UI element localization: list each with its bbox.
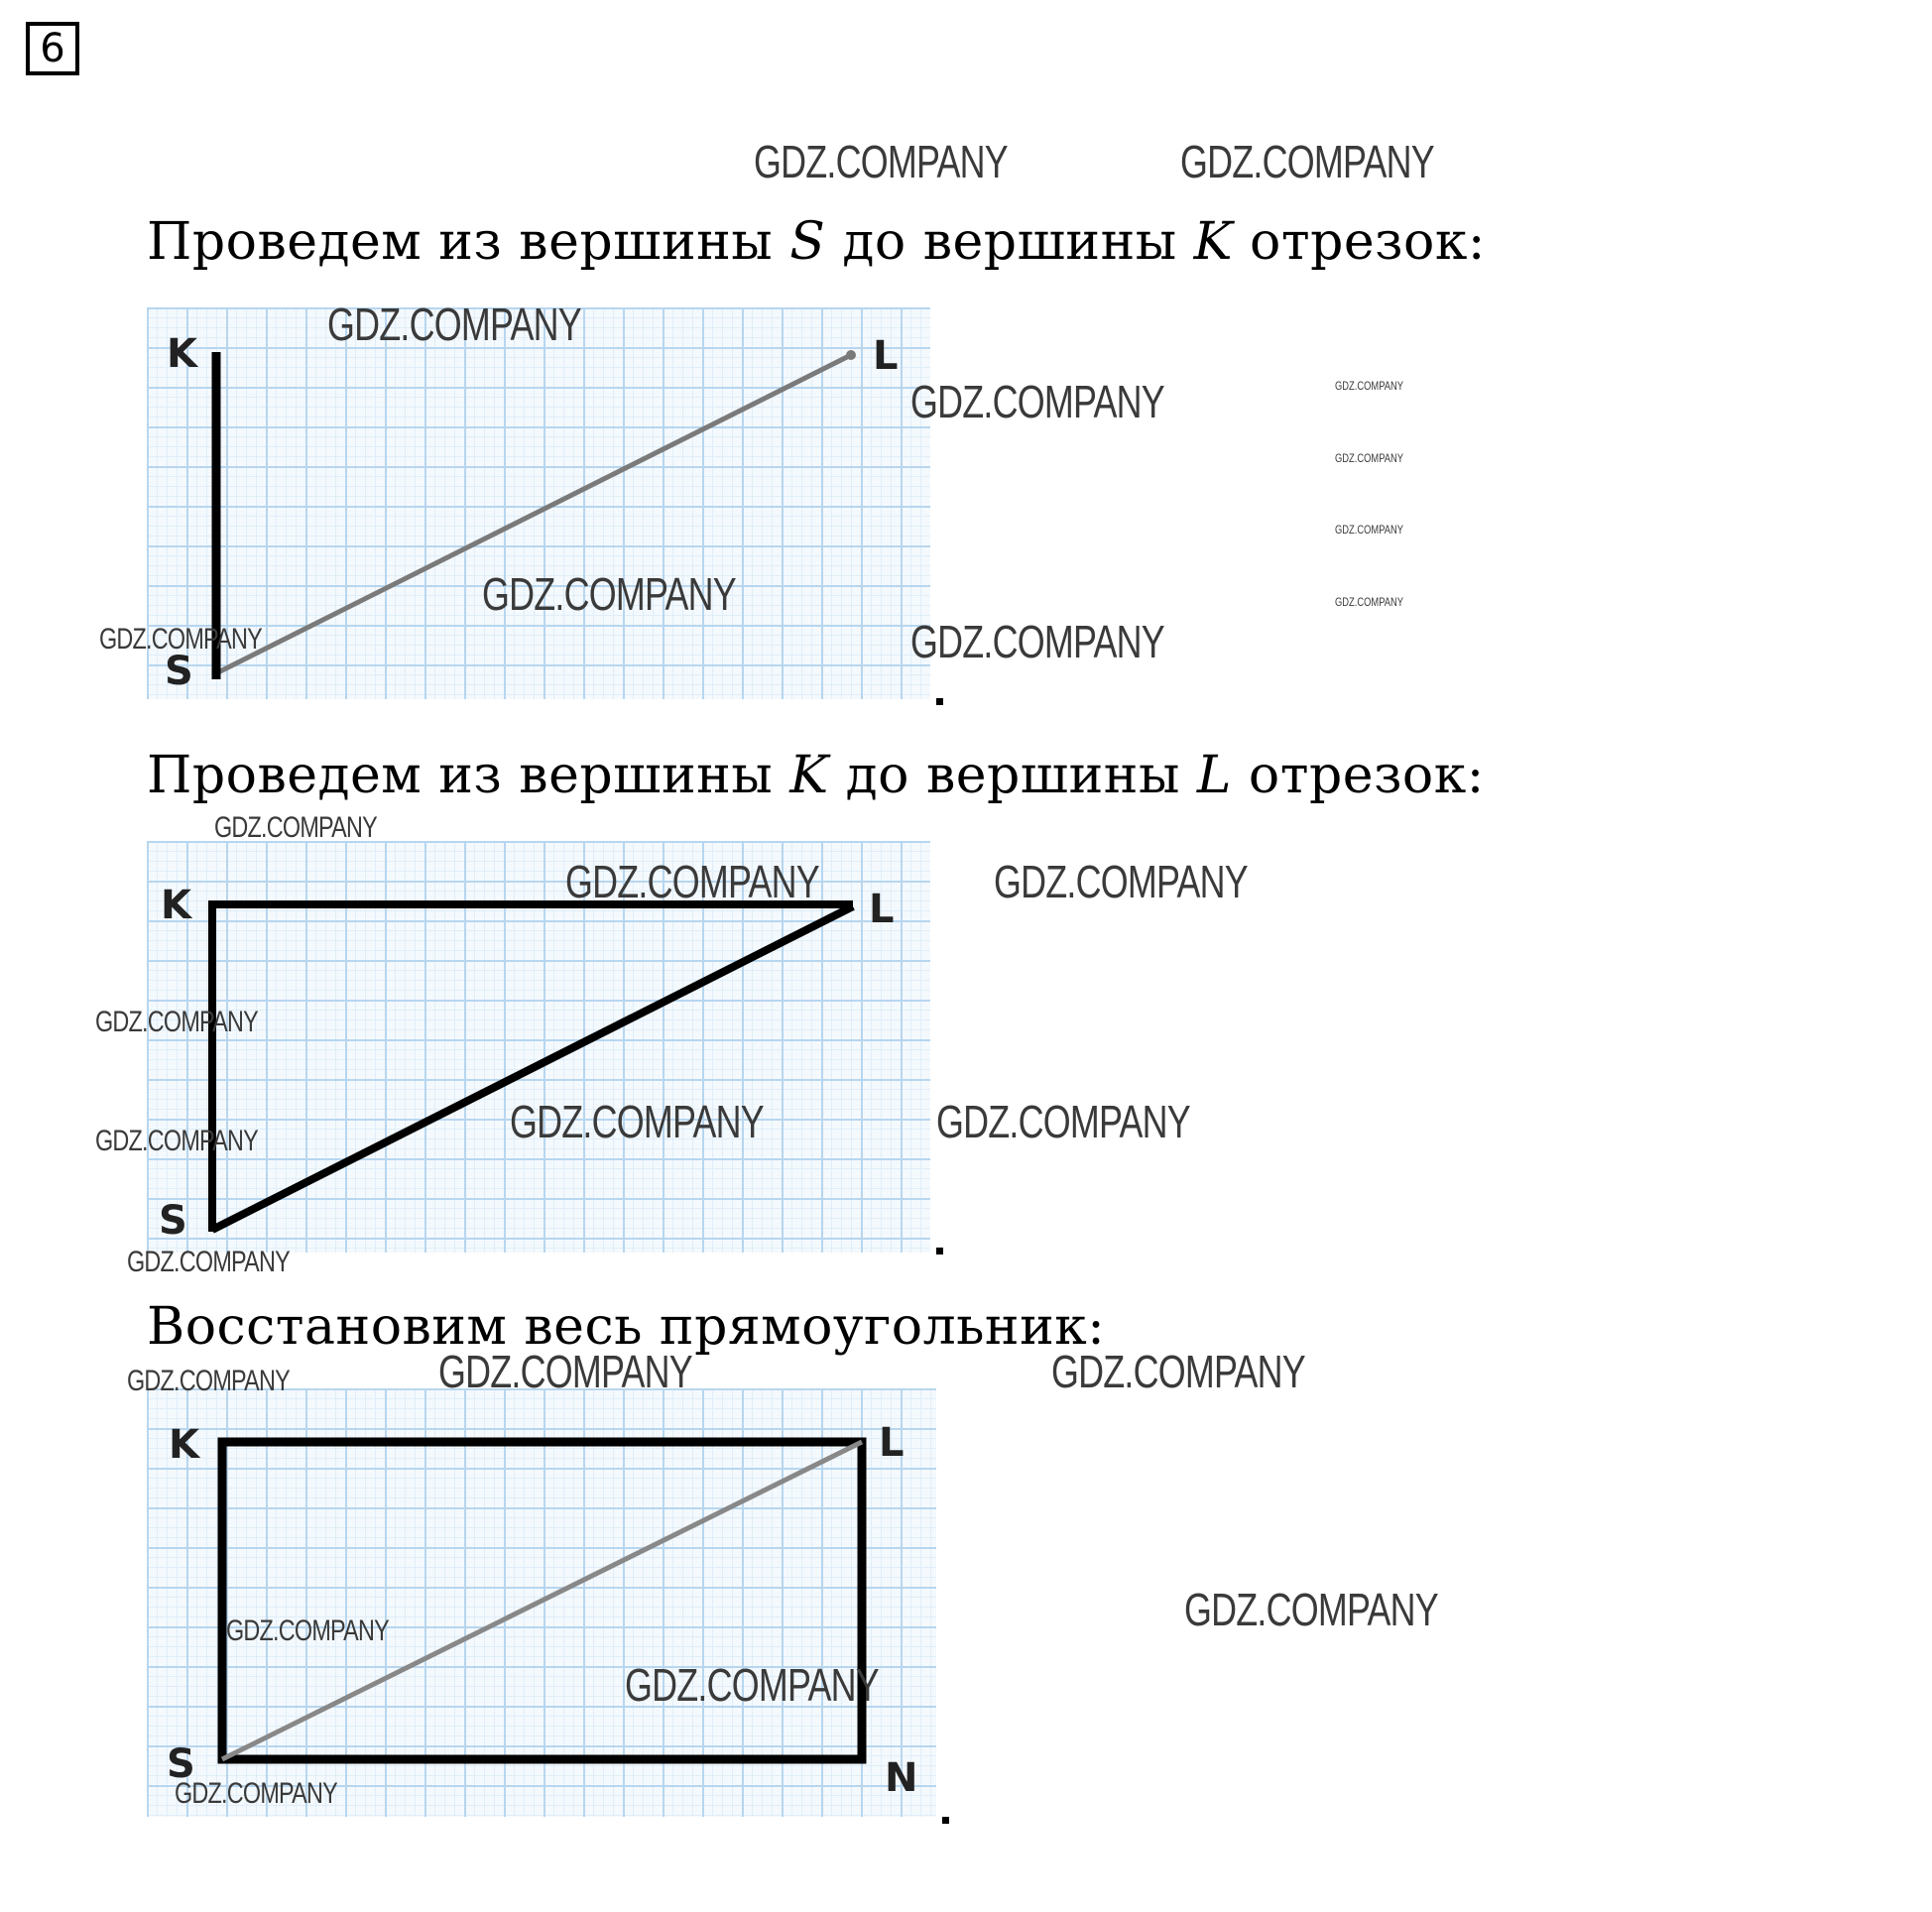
watermark: GDZ.COMPANY [510, 1096, 764, 1147]
watermark: GDZ.COMPANY [99, 623, 262, 656]
step2-caption: Проведем из вершины K до вершины L отрезок: [147, 746, 1485, 805]
watermark: GDZ.COMPANY [95, 1125, 258, 1157]
step1-caption: Проведем из вершины S до вершины K отрезок: [147, 212, 1486, 272]
watermark: GDZ.COMPANY [327, 299, 581, 350]
watermark: GDZ.COMPANY [1180, 136, 1434, 187]
step2-var-l: L [1196, 746, 1232, 805]
watermark: GDZ.COMPANY [625, 1659, 879, 1711]
figure3-drawing [147, 1388, 936, 1817]
figure2-label-l: L [869, 887, 895, 932]
watermark: GDZ.COMPANY [127, 1365, 290, 1397]
figure1-label-l: L [873, 333, 899, 379]
figure2-label-s: S [159, 1198, 187, 1244]
figure3-diagonal-sl [222, 1442, 862, 1759]
task-number-box [26, 22, 79, 75]
watermark: GDZ.COMPANY [1335, 595, 1403, 609]
task-number: 6 [40, 26, 65, 71]
figure2-period [936, 1248, 943, 1255]
figure1-grid [147, 307, 930, 699]
figure1-segment-sl [214, 355, 851, 674]
step3-caption: Восстановим весь прямоугольник: [147, 1297, 1106, 1357]
watermark: GDZ.COMPANY [1051, 1346, 1305, 1397]
watermark: GDZ.COMPANY [175, 1777, 337, 1810]
watermark: GDZ.COMPANY [482, 568, 736, 620]
figure3-label-k: K [169, 1422, 199, 1468]
figure1-drawing [147, 307, 930, 699]
watermark: GDZ.COMPANY [910, 376, 1164, 427]
figure1-label-k: K [167, 331, 197, 377]
watermark: GDZ.COMPANY [1335, 451, 1403, 465]
watermark: GDZ.COMPANY [127, 1246, 290, 1278]
watermark: GDZ.COMPANY [438, 1346, 692, 1397]
watermark: GDZ.COMPANY [95, 1006, 258, 1038]
figure1-point-l [846, 350, 856, 360]
figure3-label-s: S [167, 1741, 195, 1787]
watermark: GDZ.COMPANY [214, 811, 377, 844]
figure2-label-k: K [161, 883, 191, 928]
figure1-label-s: S [165, 649, 193, 694]
watermark: GDZ.COMPANY [754, 136, 1008, 187]
figure3-label-l: L [879, 1420, 905, 1466]
step1-var-k: K [1193, 212, 1233, 272]
figure3-grid [147, 1388, 936, 1817]
watermark: GDZ.COMPANY [1335, 379, 1403, 393]
figure2-segment-sl [212, 906, 853, 1230]
step1-var-s: S [789, 212, 826, 272]
watermark: GDZ.COMPANY [1184, 1584, 1438, 1635]
step2-var-k: K [789, 746, 829, 805]
watermark: GDZ.COMPANY [936, 1096, 1190, 1147]
figure1-period [936, 698, 943, 705]
watermark: GDZ.COMPANY [910, 616, 1164, 667]
watermark: GDZ.COMPANY [1335, 523, 1403, 537]
figure3-period [942, 1817, 949, 1824]
watermark: GDZ.COMPANY [226, 1614, 389, 1647]
watermark: GDZ.COMPANY [565, 856, 819, 907]
figure3-label-n: N [885, 1755, 918, 1801]
watermark: GDZ.COMPANY [994, 856, 1248, 907]
